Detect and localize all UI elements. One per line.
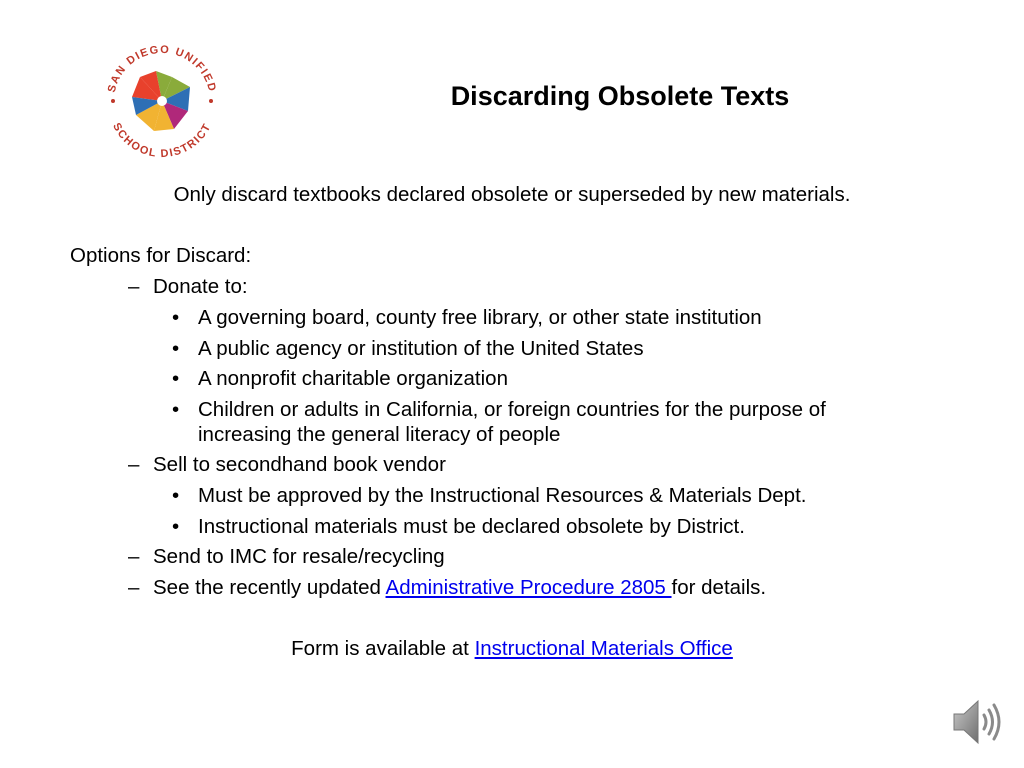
- dash-marker: –: [128, 545, 140, 568]
- dash-marker: –: [128, 275, 140, 298]
- intro-text: Only discard textbooks declared obsolete or superseded by new materials.: [173, 183, 851, 206]
- imc-option: Send to IMC for resale/recycling: [153, 545, 445, 568]
- donate-item: A public agency or institution of the United States: [198, 337, 644, 360]
- district-logo: [92, 35, 232, 163]
- procedure-link[interactable]: Administrative Procedure 2805: [385, 576, 672, 599]
- form-line: [0, 636, 1024, 662]
- form-link[interactable]: Instructional Materials Office: [474, 637, 733, 660]
- bullet-marker: •: [172, 306, 180, 329]
- speaker-icon[interactable]: [946, 692, 1006, 752]
- donate-item-continued: increasing the general literacy of people: [198, 423, 561, 446]
- donate-item: A nonprofit charitable organization: [198, 367, 508, 390]
- dash-marker: –: [128, 576, 140, 599]
- bullet-marker: •: [172, 398, 180, 421]
- options-heading: Options for Discard:: [70, 244, 252, 267]
- sell-item: Instructional materials must be declared obsolete by District.: [198, 515, 745, 538]
- dash-marker: –: [128, 453, 140, 476]
- bullet-marker: •: [172, 515, 180, 538]
- bullet-marker: •: [172, 337, 180, 360]
- procedure-line: [153, 575, 766, 601]
- bullet-marker: •: [172, 484, 180, 507]
- procedure-suffix: for details.: [671, 576, 767, 599]
- logo-bottom-text: SCHOOL DISTRICT: [110, 121, 214, 161]
- sell-label: Sell to secondhand book vendor: [153, 453, 446, 476]
- donate-item: A governing board, county free library, or other state institution: [198, 306, 762, 329]
- slide-title: Discarding Obsolete Texts: [450, 81, 790, 111]
- sell-item: Must be approved by the Instructional Resources & Materials Dept.: [198, 484, 807, 507]
- logo-top-text: SAN DIEGO UNIFIED: [105, 43, 219, 94]
- donate-item: Children or adults in California, or foreign countries for the purpose of: [198, 398, 826, 421]
- donate-label: Donate to:: [153, 275, 248, 298]
- form-prefix: Form is available at: [291, 637, 475, 660]
- bullet-marker: •: [172, 367, 180, 390]
- procedure-prefix: See the recently updated: [153, 576, 386, 599]
